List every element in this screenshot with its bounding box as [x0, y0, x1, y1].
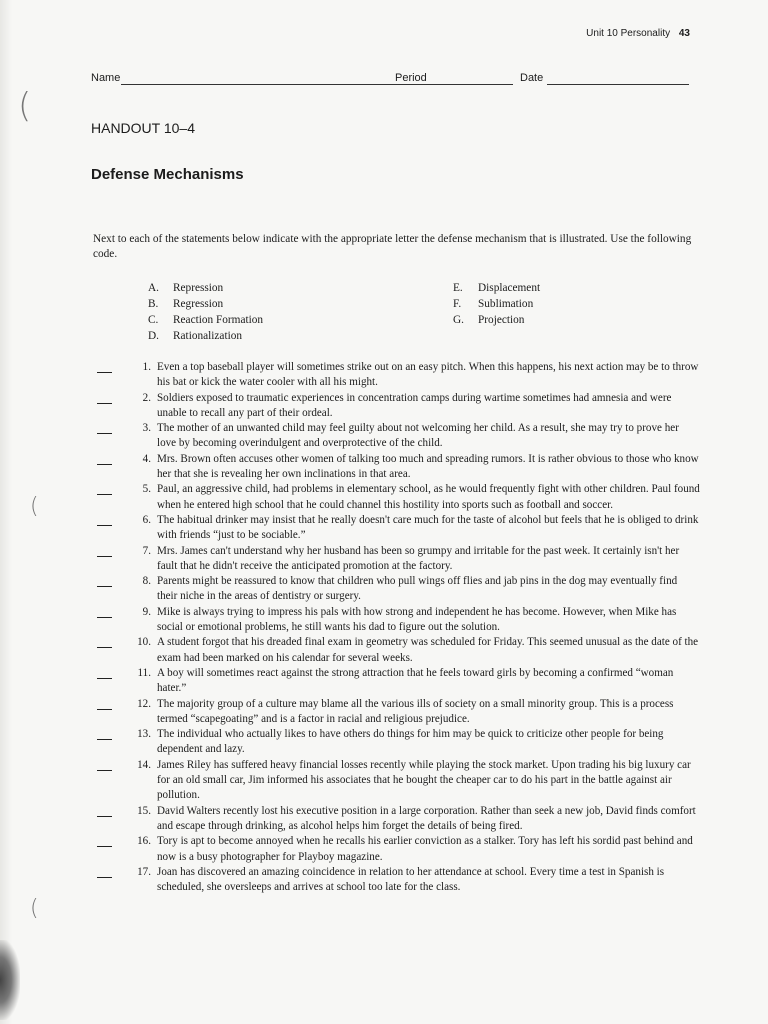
statement-number: 10. — [137, 636, 151, 649]
statement-number: 6. — [142, 513, 151, 526]
code-item — [148, 328, 263, 344]
statement-item — [95, 544, 700, 575]
name-label: Name — [91, 72, 121, 84]
scan-smudge — [0, 940, 20, 1020]
statement-number: 4. — [142, 452, 151, 465]
code-item — [453, 312, 540, 328]
code-letter: G. — [453, 314, 464, 326]
date-field[interactable] — [547, 84, 689, 85]
statement-text: The majority group of a culture may blame all the various ills of society on a small minority group. This is a process termed “scapegoating” and is a factor in racial and religious prejudice. — [157, 697, 674, 725]
code-item — [148, 296, 263, 312]
period-field[interactable] — [429, 84, 513, 85]
statement-item — [95, 574, 700, 605]
statement-text: James Riley has suffered heavy financial losses recently while playing the stock market. Upon trading his big luxury car for an old small car, Jim informed his associates that he bought the cheaper car to do his part in the battle against air pollution. — [157, 758, 691, 802]
statement-number: 12. — [137, 697, 151, 710]
name-period-date-row — [91, 70, 691, 90]
answer-blank[interactable] — [97, 739, 112, 740]
statement-number: 7. — [142, 544, 151, 557]
statement-number: 14. — [137, 758, 151, 771]
statement-number: 1. — [142, 361, 151, 373]
code-list-left — [148, 280, 263, 344]
statement-number: 8. — [142, 575, 151, 588]
statement-text: Joan has discovered an amazing coincidence in relation to her attendance at school. Every time a test in Spanish is scheduled, she oversleeps and arrives at school too late for the class. — [157, 865, 665, 894]
statement-text: A boy will sometimes react against the strong attraction that he feels toward girls by becoming a confirmed “woman hater.” — [157, 666, 674, 695]
answer-blank[interactable] — [97, 647, 112, 648]
code-letter: B. — [148, 298, 159, 310]
handout-label: HANDOUT 10–4 — [91, 120, 196, 136]
code-label: Rationalization — [173, 330, 243, 342]
statement-text: The habitual drinker may insist that he really doesn't care much for the taste of alcohol but feels that he is obliged to drink with friends “just to be sociable.” — [157, 513, 699, 542]
statement-number: 11. — [137, 666, 151, 679]
statement-number: 3. — [142, 422, 151, 435]
code-label: Displacement — [478, 282, 541, 294]
code-item — [148, 280, 263, 296]
statement-text: Mike is always trying to impress his pals with how strong and independent he has become. However, when Mike has social or emotional problems, he still wants his dad to figure out the solution. — [157, 605, 677, 634]
statement-item — [95, 360, 700, 391]
statement-text: Mrs. James can't understand why her husband has been so grumpy and irritable for the past week. It certainly isn't her fault that he didn't receive the anticipated promotion at the factory. — [157, 544, 680, 572]
instructions: Next to each of the statements below indicate with the appropriate letter the defense mechanism that is illustrated. Use the following code. — [93, 233, 692, 260]
unit-label: Unit 10 — [586, 28, 618, 39]
code-label: Regression — [173, 298, 224, 310]
statement-item — [95, 605, 700, 636]
code-letter: F. — [453, 298, 462, 310]
code-list-right — [453, 280, 540, 328]
margin-mark: ( — [30, 896, 39, 921]
margin-mark: ( — [30, 494, 39, 519]
answer-blank[interactable] — [97, 617, 112, 618]
statement-item — [95, 834, 700, 865]
answer-blank[interactable] — [97, 678, 112, 679]
statement-text: A student forgot that his dreaded final exam in geometry was scheduled for Friday. This seemed unusual as the date of the exam had been marked on his calendar for several weeks. — [157, 636, 699, 664]
running-header — [586, 28, 690, 39]
statement-text: The mother of an unwanted child may feel guilty about not welcoming her child. As a result, she may try to prove her love by becoming overindulgent and overprotective of the child. — [157, 422, 679, 450]
code-label: Sublimation — [478, 298, 534, 310]
statement-list — [95, 360, 700, 895]
period-label: Period — [395, 72, 427, 84]
answer-blank[interactable] — [97, 372, 112, 373]
answer-blank[interactable] — [97, 586, 112, 587]
code-label: Repression — [173, 282, 224, 294]
statement-item — [95, 666, 700, 697]
statement-text: Parents might be reassured to know that children who pull wings off flies and jab pins in the dog may eventually find their niche in the areas of dentistry or surgery. — [157, 575, 678, 603]
statement-item — [95, 391, 700, 422]
code-letter: D. — [148, 330, 159, 342]
statement-item — [95, 865, 700, 896]
statement-item — [95, 758, 700, 804]
statement-number: 17. — [137, 865, 151, 878]
statement-number: 5. — [142, 483, 151, 496]
answer-blank[interactable] — [97, 770, 112, 771]
code-label: Projection — [478, 314, 525, 326]
statement-number: 9. — [142, 605, 151, 618]
code-item — [453, 280, 540, 296]
answer-blank[interactable] — [97, 846, 112, 847]
answer-blank[interactable] — [97, 709, 112, 710]
answer-blank[interactable] — [97, 464, 112, 465]
statement-text: Mrs. Brown often accuses other women of talking too much and spreading rumors. It is rather obvious to those who know her that she is revealing her own inclinations in that area. — [157, 452, 699, 481]
statement-item — [95, 727, 700, 758]
statement-item — [95, 452, 700, 483]
statement-item — [95, 635, 700, 666]
code-letter: A. — [148, 282, 159, 294]
code-item — [148, 312, 263, 328]
statement-item — [95, 482, 700, 513]
code-label: Reaction Formation — [173, 314, 264, 326]
statement-text: Tory is apt to become annoyed when he recalls his earlier conviction as a stalker. Tory has left his sordid past behind and now is a busy photographer for Playboy magazine. — [157, 835, 693, 863]
name-field[interactable] — [121, 84, 481, 85]
statement-item — [95, 697, 700, 728]
margin-mark: ( — [18, 86, 32, 126]
page-number: 43 — [678, 28, 690, 39]
answer-blank[interactable] — [97, 877, 112, 878]
page-title: Defense Mechanisms — [91, 166, 244, 183]
answer-blank[interactable] — [97, 494, 112, 495]
answer-blank[interactable] — [97, 525, 112, 526]
statement-text: The individual who actually likes to have others do things for him may be quick to criticize other people for being dependent and lazy. — [157, 728, 664, 756]
statement-number: 15. — [137, 804, 151, 817]
statement-item — [95, 421, 700, 452]
subject-label: Personality — [620, 28, 671, 39]
statement-number: 2. — [142, 391, 151, 404]
statement-number: 16. — [137, 835, 151, 848]
code-letter: E. — [453, 282, 463, 294]
answer-blank[interactable] — [97, 403, 112, 404]
code-letter: C. — [148, 314, 159, 326]
scan-edge-shadow — [0, 0, 12, 1024]
statement-text: Even a top baseball player will sometimes strike out on an easy pitch. When this happens, his next action may be to throw his bat or kick the water cooler with all his might. — [157, 361, 699, 389]
statement-text: David Walters recently lost his executive position in a large corporation. Rather than seek a new job, David finds comfort and escape through drinking, as alcohol helps him forget the details of being fired. — [157, 804, 696, 832]
statement-number: 13. — [137, 728, 151, 741]
statement-item — [95, 804, 700, 835]
code-item — [453, 296, 540, 312]
statement-text: Soldiers exposed to traumatic experiences in concentration camps during wartime sometimes had amnesia and were unable to recall any part of their ordeal. — [157, 391, 672, 419]
answer-blank[interactable] — [97, 433, 112, 434]
answer-blank[interactable] — [97, 556, 112, 557]
statement-text: Paul, an aggressive child, had problems in elementary school, as he would frequently fight with other children. Paul found when he entered high school that he could channel this hostility into sports such as football and soccer. — [157, 483, 700, 511]
date-label: Date — [520, 72, 544, 84]
answer-blank[interactable] — [97, 816, 112, 817]
statement-item — [95, 513, 700, 544]
